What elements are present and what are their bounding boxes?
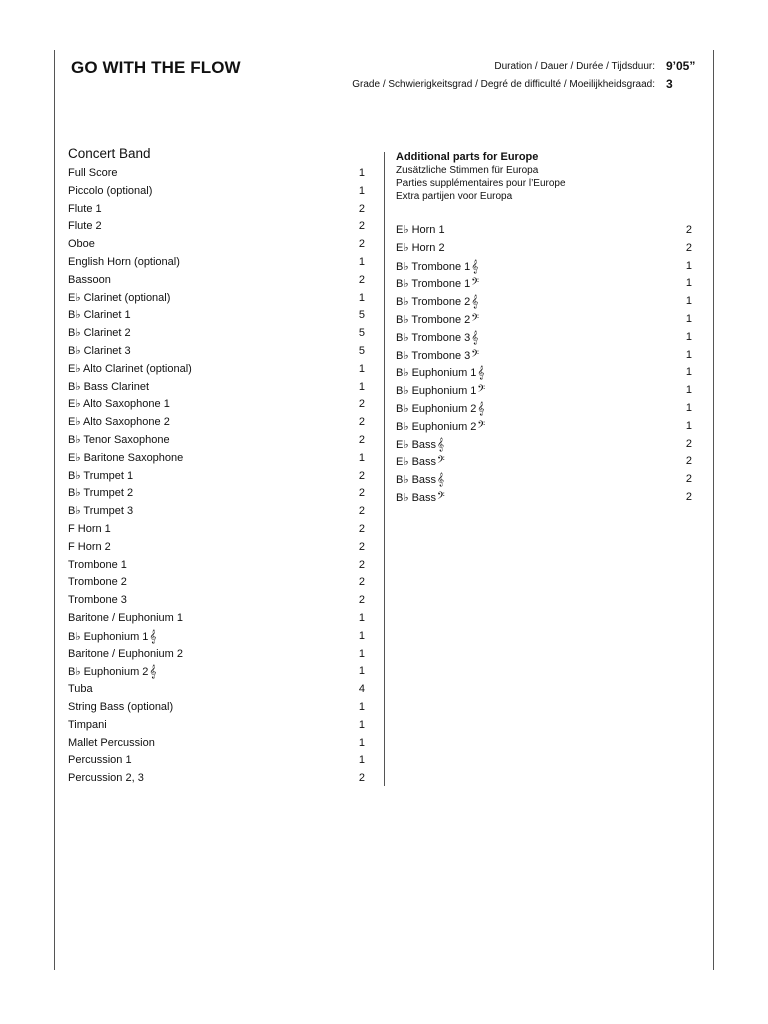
part-quantity: 1 bbox=[358, 291, 365, 304]
part-row bbox=[68, 628, 365, 646]
part-row bbox=[68, 165, 365, 183]
part-quantity: 1 bbox=[685, 295, 692, 308]
part-row bbox=[396, 240, 692, 258]
treble-clef-icon: 𝄞 bbox=[437, 472, 445, 487]
part-row bbox=[396, 222, 692, 240]
treble-clef-icon: 𝄞 bbox=[437, 436, 445, 451]
part-name: E♭ Bass bbox=[396, 456, 437, 469]
piece-title: GO WITH THE FLOW bbox=[71, 58, 241, 77]
part-quantity: 1 bbox=[358, 380, 365, 393]
part-row bbox=[68, 485, 365, 503]
part-name: B♭ Clarinet 3 bbox=[68, 344, 131, 357]
part-name: B♭ Trombone 2 bbox=[396, 313, 471, 326]
part-row bbox=[68, 325, 365, 343]
part-row bbox=[396, 471, 692, 489]
part-quantity: 1 bbox=[358, 255, 365, 268]
part-quantity: 1 bbox=[358, 754, 365, 767]
part-quantity: 2 bbox=[685, 437, 692, 450]
part-row bbox=[68, 735, 365, 753]
part-name: Trombone 2 bbox=[68, 576, 127, 589]
part-name: E♭ Alto Saxophone 1 bbox=[68, 398, 170, 411]
part-name: English Horn (optional) bbox=[68, 255, 180, 268]
part-name: Piccolo (optional) bbox=[68, 184, 153, 197]
part-name: B♭ Trombone 3 bbox=[396, 349, 471, 362]
part-row bbox=[396, 329, 692, 347]
part-quantity: 2 bbox=[358, 772, 365, 785]
part-row bbox=[396, 418, 692, 436]
part-quantity: 1 bbox=[685, 419, 692, 432]
part-row bbox=[68, 521, 365, 539]
right-border-line bbox=[713, 50, 714, 970]
part-name: B♭ Bass bbox=[396, 491, 437, 504]
part-row bbox=[68, 503, 365, 521]
part-row bbox=[68, 201, 365, 219]
part-quantity: 1 bbox=[358, 665, 365, 678]
grade-value: 3 bbox=[666, 77, 673, 91]
column-divider bbox=[384, 152, 385, 786]
part-row bbox=[68, 557, 365, 575]
part-row bbox=[68, 450, 365, 468]
part-row bbox=[68, 183, 365, 201]
treble-clef-icon: 𝄞 bbox=[149, 664, 157, 679]
part-name: B♭ Clarinet 2 bbox=[68, 327, 131, 340]
part-quantity: 1 bbox=[685, 330, 692, 343]
part-row bbox=[396, 436, 692, 454]
treble-clef-icon: 𝄞 bbox=[471, 258, 479, 273]
part-row bbox=[68, 396, 365, 414]
part-name: B♭ Euphonium 1 bbox=[68, 630, 149, 643]
treble-clef-icon: 𝄞 bbox=[471, 329, 479, 344]
treble-clef-icon: 𝄞 bbox=[477, 400, 485, 415]
part-name: E♭ Clarinet (optional) bbox=[68, 291, 171, 304]
part-name: Timpani bbox=[68, 718, 107, 731]
part-quantity: 1 bbox=[685, 401, 692, 414]
part-name: B♭ Euphonium 2 bbox=[68, 666, 149, 679]
part-row bbox=[68, 663, 365, 681]
part-row bbox=[396, 489, 692, 507]
europe-subtitle-de: Zusätzliche Stimmen für Europa bbox=[396, 165, 539, 176]
part-name: E♭ Bass bbox=[396, 438, 437, 451]
concert-band-heading: Concert Band bbox=[68, 146, 151, 161]
part-quantity: 1 bbox=[685, 312, 692, 325]
part-row bbox=[68, 681, 365, 699]
part-row bbox=[68, 468, 365, 486]
part-quantity: 1 bbox=[358, 167, 365, 179]
europe-subtitle-fr: Parties supplémentaires pour l’Europe bbox=[396, 178, 566, 189]
part-quantity: 2 bbox=[685, 490, 692, 503]
part-name: Flute 1 bbox=[68, 202, 102, 215]
part-quantity: 1 bbox=[685, 384, 692, 397]
part-name: Oboe bbox=[68, 238, 95, 251]
bass-clef-icon: 𝄢 bbox=[437, 489, 445, 504]
part-row bbox=[68, 752, 365, 770]
part-quantity: 2 bbox=[685, 455, 692, 468]
part-quantity: 1 bbox=[358, 629, 365, 642]
part-name: B♭ Bass bbox=[396, 474, 437, 487]
part-name: F Horn 1 bbox=[68, 522, 111, 535]
duration-value: 9’05” bbox=[666, 59, 696, 73]
part-row bbox=[396, 293, 692, 311]
part-quantity: 2 bbox=[358, 202, 365, 215]
part-name: B♭ Trombone 2 bbox=[396, 296, 471, 309]
part-row bbox=[396, 400, 692, 418]
part-name: Flute 2 bbox=[68, 220, 102, 233]
part-row bbox=[68, 236, 365, 254]
part-name: Baritone / Euphonium 2 bbox=[68, 647, 183, 660]
part-quantity: 2 bbox=[358, 238, 365, 251]
part-quantity: 2 bbox=[358, 576, 365, 589]
part-name: Trombone 1 bbox=[68, 558, 127, 571]
part-name: Full Score bbox=[68, 167, 118, 179]
part-quantity: 2 bbox=[358, 505, 365, 518]
part-quantity: 2 bbox=[358, 558, 365, 571]
part-quantity: 2 bbox=[358, 469, 365, 482]
part-quantity: 5 bbox=[358, 327, 365, 340]
part-name: E♭ Alto Saxophone 2 bbox=[68, 416, 170, 429]
part-name: B♭ Trumpet 1 bbox=[68, 469, 134, 482]
part-row bbox=[68, 414, 365, 432]
grade-label: Grade / Schwierigkeitsgrad / Degré de difficulté / Moeilijkheidsgraad: bbox=[352, 79, 655, 90]
bass-clef-icon: 𝄢 bbox=[471, 347, 480, 362]
part-name: E♭ Horn 2 bbox=[396, 241, 445, 254]
part-quantity: 2 bbox=[358, 398, 365, 411]
part-quantity: 2 bbox=[685, 241, 692, 254]
concert-band-parts-list bbox=[68, 165, 365, 788]
europe-subtitle-nl: Extra partijen voor Europa bbox=[396, 191, 513, 202]
bass-clef-icon: 𝄢 bbox=[471, 311, 480, 326]
part-quantity: 1 bbox=[685, 366, 692, 379]
part-quantity: 1 bbox=[358, 736, 365, 749]
part-row bbox=[68, 379, 365, 397]
part-row bbox=[68, 218, 365, 236]
part-quantity: 1 bbox=[358, 184, 365, 197]
part-quantity: 4 bbox=[358, 683, 365, 696]
part-quantity: 2 bbox=[358, 594, 365, 607]
part-row bbox=[68, 539, 365, 557]
part-row bbox=[396, 258, 692, 276]
bass-clef-icon: 𝄢 bbox=[437, 454, 445, 469]
part-name: String Bass (optional) bbox=[68, 700, 174, 713]
part-quantity: 2 bbox=[358, 273, 365, 286]
part-quantity: 2 bbox=[358, 540, 365, 553]
part-row bbox=[68, 592, 365, 610]
part-row bbox=[68, 770, 365, 788]
part-name: Baritone / Euphonium 1 bbox=[68, 611, 183, 624]
part-row bbox=[68, 610, 365, 628]
part-name: E♭ Horn 1 bbox=[396, 224, 445, 236]
part-quantity: 2 bbox=[685, 473, 692, 486]
part-name: B♭ Trombone 1 bbox=[396, 278, 471, 291]
part-name: F Horn 2 bbox=[68, 540, 111, 553]
part-row bbox=[396, 453, 692, 471]
left-border-line bbox=[54, 50, 55, 970]
part-row bbox=[68, 574, 365, 592]
europe-heading: Additional parts for Europe bbox=[396, 151, 539, 163]
part-row bbox=[68, 307, 365, 325]
part-row bbox=[68, 254, 365, 272]
bass-clef-icon: 𝄢 bbox=[477, 383, 486, 398]
part-row bbox=[396, 347, 692, 365]
part-name: B♭ Bass Clarinet bbox=[68, 380, 149, 393]
part-name: B♭ Trombone 3 bbox=[396, 331, 471, 344]
part-row bbox=[68, 717, 365, 735]
part-name: Trombone 3 bbox=[68, 594, 127, 607]
part-quantity: 1 bbox=[358, 611, 365, 624]
part-name: Mallet Percussion bbox=[68, 736, 155, 749]
part-name: B♭ Euphonium 2 bbox=[396, 420, 477, 433]
bass-clef-icon: 𝄢 bbox=[477, 418, 486, 433]
part-name: B♭ Tenor Saxophone bbox=[68, 433, 170, 446]
part-name: E♭ Alto Clarinet (optional) bbox=[68, 362, 192, 375]
part-row bbox=[68, 646, 365, 664]
part-name: B♭ Trumpet 3 bbox=[68, 505, 134, 518]
part-row bbox=[68, 699, 365, 717]
part-name: Percussion 1 bbox=[68, 754, 132, 767]
part-quantity: 2 bbox=[358, 487, 365, 500]
part-name: Percussion 2, 3 bbox=[68, 772, 144, 785]
part-quantity: 1 bbox=[358, 451, 365, 464]
part-row bbox=[68, 290, 365, 308]
part-name: B♭ Euphonium 1 bbox=[396, 367, 477, 380]
part-row bbox=[396, 275, 692, 293]
part-row bbox=[396, 382, 692, 400]
part-name: B♭ Clarinet 1 bbox=[68, 309, 131, 322]
part-quantity: 1 bbox=[685, 277, 692, 290]
europe-parts-list bbox=[396, 222, 692, 507]
part-row bbox=[68, 272, 365, 290]
part-name: Tuba bbox=[68, 683, 93, 696]
europe-header-block bbox=[396, 150, 566, 203]
part-quantity: 5 bbox=[358, 309, 365, 322]
part-row bbox=[68, 343, 365, 361]
treble-clef-icon: 𝄞 bbox=[477, 365, 485, 380]
treble-clef-icon: 𝄞 bbox=[149, 628, 157, 643]
part-name: Bassoon bbox=[68, 273, 111, 286]
part-row bbox=[396, 364, 692, 382]
part-quantity: 2 bbox=[358, 433, 365, 446]
part-quantity: 1 bbox=[358, 647, 365, 660]
part-quantity: 1 bbox=[358, 362, 365, 375]
part-name: B♭ Trombone 1 bbox=[396, 260, 471, 273]
part-name: B♭ Trumpet 2 bbox=[68, 487, 134, 500]
part-quantity: 2 bbox=[358, 416, 365, 429]
part-quantity: 1 bbox=[358, 718, 365, 731]
part-name: B♭ Euphonium 1 bbox=[396, 385, 477, 398]
part-quantity: 2 bbox=[685, 224, 692, 236]
part-name: B♭ Euphonium 2 bbox=[396, 402, 477, 415]
part-row bbox=[396, 311, 692, 329]
duration-label: Duration / Dauer / Durée / Tijdsduur: bbox=[494, 61, 655, 72]
part-row bbox=[68, 361, 365, 379]
part-row bbox=[68, 432, 365, 450]
part-quantity: 1 bbox=[685, 259, 692, 272]
part-quantity: 5 bbox=[358, 344, 365, 357]
part-quantity: 2 bbox=[358, 522, 365, 535]
bass-clef-icon: 𝄢 bbox=[471, 276, 480, 291]
treble-clef-icon: 𝄞 bbox=[471, 294, 479, 309]
part-quantity: 1 bbox=[358, 700, 365, 713]
part-quantity: 1 bbox=[685, 348, 692, 361]
part-quantity: 2 bbox=[358, 220, 365, 233]
part-name: E♭ Baritone Saxophone bbox=[68, 451, 184, 464]
